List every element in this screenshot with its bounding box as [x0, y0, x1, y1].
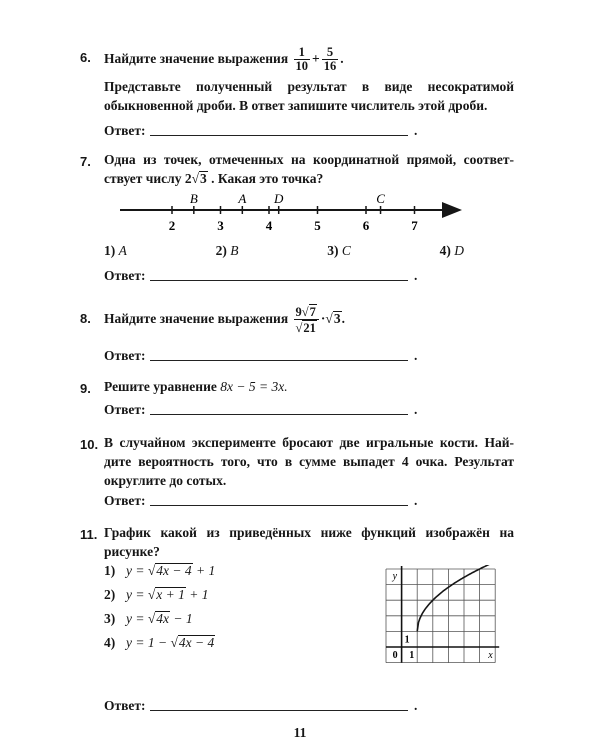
q7-answer-field[interactable] [150, 280, 408, 281]
q11-answer-label: Ответ: [104, 698, 146, 713]
number-line-tick-label: 5 [314, 218, 321, 233]
q9-number: 9. [80, 381, 91, 396]
q8-sqrt3: √3 [325, 311, 341, 326]
q7-answer-label: Ответ: [104, 268, 146, 283]
q6-line1: Представьте полученный результат в виде несократимой [104, 79, 514, 94]
q11-option-4[interactable]: 4) y = 1 − √4x − 4 [104, 635, 215, 650]
number-line-tick-label: 2 [168, 218, 176, 233]
q11-option-3[interactable]: 3) y = √4x − 1 [104, 611, 193, 626]
graph-origin-label: 0 [392, 650, 398, 661]
number-line-tick-label: 6 [362, 218, 370, 233]
q10-line3: округлите до сотых. [104, 473, 227, 488]
number-line-point-label: D [274, 191, 284, 206]
q10-number: 10. [80, 437, 99, 452]
number-line-tick-label: 7 [411, 218, 418, 233]
q9-answer-end: . [414, 402, 418, 417]
q7-line2-tail: . Какая это точка? [211, 171, 324, 186]
q7-number: 7. [80, 154, 91, 169]
q7-options [104, 243, 464, 259]
q6-answer-end: . [414, 123, 418, 138]
q7-line2-text: ствует числу [104, 171, 182, 186]
number-line-tick-label: 3 [217, 218, 224, 233]
q7-option-4[interactable]: 4) D [439, 243, 464, 258]
q8-mult: · [320, 311, 326, 326]
q8-fraction: $\frac{9√7}{√21}$ [294, 304, 319, 335]
q6-answer-field[interactable] [150, 135, 408, 136]
q6-prompt-row [104, 41, 344, 77]
q8-answer-end: . [414, 348, 418, 363]
q11-answer-field[interactable] [150, 710, 408, 711]
page-number: 11 [293, 725, 307, 740]
q6-answer-label: Ответ: [104, 123, 146, 138]
q7-option-1[interactable]: 1) A [104, 243, 127, 258]
q10-line2: дите вероятность того, что в сумме выпадет 4 очка. Результат [104, 454, 514, 469]
function-graph [380, 565, 510, 675]
number-line-point-label: B [189, 191, 198, 206]
q8-tail: . [341, 311, 345, 326]
number-line-point-label: A [238, 191, 247, 206]
q11-line1: График какой из приведённых ниже функций изображён на [104, 525, 514, 540]
q11-answer-end: . [414, 698, 418, 713]
q8-prompt: Найдите значение выражения [104, 311, 289, 326]
q10-answer-field[interactable] [150, 505, 408, 506]
q11-option-2[interactable]: 2) y = √x + 1 + 1 [104, 587, 209, 602]
q11-number: 11. [80, 527, 98, 542]
q8-answer-label: Ответ: [104, 348, 146, 363]
q6-tail: . [340, 51, 344, 66]
q7-answer-end: . [414, 268, 418, 283]
graph-axis-y-label: y [392, 571, 398, 582]
graph-curve [417, 565, 494, 631]
q7-sqrt-expr: 2√3 [184, 171, 207, 186]
q8-answer-field[interactable] [150, 360, 408, 361]
q9-answer-label: Ответ: [104, 402, 146, 417]
q9-equation: 8x − 5 = 3x. [220, 379, 288, 394]
q11-line2: рисунке? [104, 544, 160, 559]
q11-options [104, 563, 215, 659]
q6-line2: обыкновенной дроби. В ответ запишите числитель этой дроби. [104, 98, 488, 113]
q8-prompt-row [104, 297, 345, 341]
graph-tick-x-label: 1 [409, 650, 415, 661]
q11-option-1[interactable]: 1) y = √4x − 4 + 1 [104, 563, 216, 578]
q8-number: 8. [80, 311, 91, 326]
q9-answer-field[interactable] [150, 414, 408, 415]
q10-answer-end: . [414, 493, 418, 508]
q6-number: 6. [80, 50, 91, 65]
q6-prompt: Найдите значение выражения [104, 51, 289, 66]
q9-prompt: Решите уравнение [104, 379, 217, 394]
number-line-tick-label: 4 [265, 218, 273, 233]
graph-tick-y-label: 1 [404, 634, 410, 646]
q10-line1: В случайном эксперименте бросают две игральные кости. Най- [104, 435, 514, 450]
q6-fraction-a: $\frac{1}{10}$ [295, 45, 309, 74]
q7-line1: Одна из точек, отмеченных на координатной прямой, соответ- [104, 152, 514, 167]
q10-answer-label: Ответ: [104, 493, 146, 508]
q6-operator: + [312, 51, 320, 66]
q7-line2 [104, 169, 323, 188]
q9-prompt-row [104, 377, 288, 396]
q7-option-3[interactable]: 3) C [327, 243, 351, 258]
number-line-point-label: C [376, 191, 385, 206]
number-line [110, 190, 470, 240]
graph-axis-x-label: x [488, 650, 493, 661]
q7-option-2[interactable]: 2) B [215, 243, 239, 258]
q6-fraction-b: $\frac{5}{16}$ [323, 45, 337, 74]
